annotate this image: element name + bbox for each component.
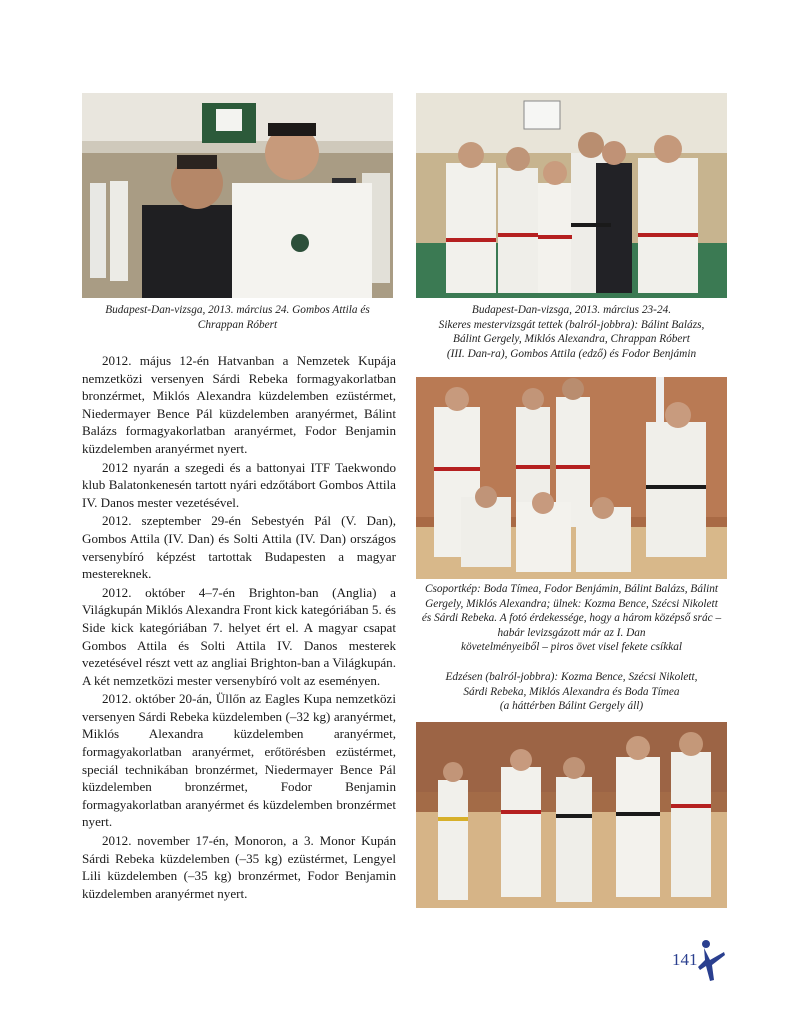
caption-line: Sárdi Rebeka, Miklós Alexandra és Boda Tímea (463, 685, 680, 698)
photo-dan-exam-group (416, 93, 727, 298)
page-number: 141 (672, 950, 698, 969)
paragraph: 2012. május 12-én Hatvanban a Nemzetek Kupája nemzetközi versenyen Sárdi Rebeka formagyakorlatban bronzérmet, Miklós Alexandra küzdelemben ezüstérmet, Niedermayer Bence Pál küzdelemben aranyérmet, Bálint Balázs formagyakorlatban aranyérmet, Fodor Benjamin küzdelemben aranyérmet nyert. (82, 353, 396, 456)
caption-line: Edzésen (balról-jobbra): Kozma Bence, Szécsi Nikolett, (445, 671, 698, 683)
caption-line: és Sárdi Rebeka. A fotó érdekessége, hogy a három középső srác – (421, 612, 722, 625)
caption-photo-4 (416, 670, 727, 714)
caption-line: habár levizsgázott már az I. Dan (497, 626, 646, 639)
caption-line: követelményeiből – piros övet visel fekete csíkkal (460, 641, 683, 654)
paragraph: 2012. szeptember 29-én Sebestyén Pál (V. Dan), Gombos Attila (IV. Dan) és Solti Attila (IV. Dan) országos versenybíró képzést tartottak Budapesten a magyar mestereknek. (82, 513, 396, 582)
caption-line: Gergely, Miklós Alexandra; ülnek: Kozma Bence, Szécsi Nikolett (425, 597, 718, 610)
photo-group-picture (416, 377, 727, 579)
caption-photo-3 (416, 582, 727, 655)
caption-photo-2 (416, 303, 727, 361)
caption-line: Budapest-Dan-vizsga, 2013. március 24. Gombos Attila és (105, 304, 370, 316)
caption-photo-1 (82, 303, 393, 332)
paragraph: 2012 nyarán a szegedi és a battonyai ITF Taekwondo klub Balatonkenesén tartott nyári edzőtábort Gombos Attila IV. Danos mester vezetésével. (82, 459, 396, 510)
caption-line: Csoportkép: Boda Tímea, Fodor Benjámin, Bálint Balázs, Bálint (424, 583, 719, 595)
article-body (82, 352, 396, 903)
caption-line: Sikeres mestervizsgát tettek (balról-jobbra): Bálint Balázs, (438, 318, 705, 331)
caption-line: Budapest-Dan-vizsga, 2013. március 23-24. (471, 304, 672, 316)
caption-line: (a háttérben Bálint Gergely áll) (499, 700, 644, 713)
caption-line: Chrappan Róbert (197, 318, 278, 331)
caption-line: (III. Dan-ra), Gombos Attila (edző) és Fodor Benjámin (446, 347, 697, 360)
photo-training (416, 722, 727, 908)
paragraph: 2012. október 20-án, Üllőn az Eagles Kupa nemzetközi versenyen Sárdi Rebeka küzdelemben (–32 kg) aranyérmet, Miklós Alexandra küzdelemben aranyérmet, formagyakorlatban aranyérmet, erőtörésben ezüstérmet, speciál technikában bronzérmet, Niedermayer Bence Pál küzdelemben bronzérmet, Fodor Benjamin formagyakorlatban aranyérmet és küzdelemben bronzérmet nyert. (82, 691, 396, 830)
paragraph: 2012. október 4–7-én Brighton-ban (Anglia) a Világkupán Miklós Alexandra Front kick kategóriában 5. és Side kick kategóriában 7. helyet ért el. A magyar csapat Gombos Attila és Solti Attila IV. Danos mesterek vezetésével részt vett az angliai Brighton-ban a Világkupán. A két nemzetközi mester versenybíró volt az eseményen. (82, 584, 396, 688)
paragraph: 2012. november 17-én, Monoron, a 3. Monor Kupán Sárdi Rebeka küzdelemben (–35 kg) ezüstérmet, Lengyel Lili küzdelemben (–35 kg) bronzérmet, Fodor Benjamin küzdelemben aranyérmet nyert. (82, 833, 396, 901)
taekwondo-kicker-icon (696, 938, 726, 982)
photo-dan-exam-gombos-chrappan (82, 93, 393, 298)
caption-line: Bálint Gergely, Miklós Alexandra, Chrappan Róbert (453, 333, 690, 346)
